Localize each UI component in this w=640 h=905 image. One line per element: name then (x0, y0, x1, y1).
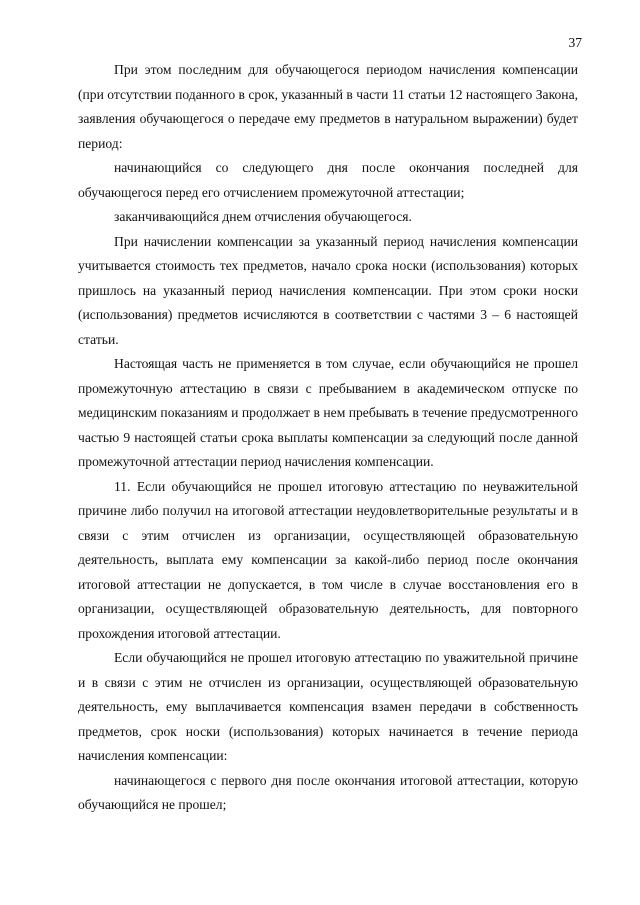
paragraph: начинающегося с первого дня после окончания итоговой аттестации, которую обучающийся не прошел; (78, 772, 578, 812)
paragraph: 11. Если обучающийся не прошел итоговую аттестацию по неуважительной причине либо получил на итоговой аттестации неудовлетворительные результаты и в связи с этим отчислен из организации, осуществляющей образовательную деятельность, выплата ему компенсации за какой-либо период после окончания итоговой аттестации не допускается, в том числе в случае восстановления его в организации, осуществляющей образовательную деятельность, для повторного прохождения итоговой аттестации. (78, 478, 578, 641)
paragraph: Если обучающийся не прошел итоговую аттестацию по уважительной причине и в связи с этим не отчислен из организации, осуществляющей образовательную деятельность, ему выплачивается компенсация взамен передачи в собственность предметов, срок носки (использования) которых начинается в течение периода начисления компенсации: (78, 650, 578, 763)
document-body (78, 58, 578, 818)
paragraph: При этом последним для обучающегося периодом начисления компенсации (при отсутствии поданного в срок, указанный в части 11 статьи 12 настоящего Закона, заявления обучающегося о передаче ему предметов в натуральном выражении) будет период: (78, 62, 578, 151)
page-number: 37 (568, 35, 582, 50)
paragraph: начинающийся со следующего дня после окончания последней для обучающегося перед его отчислением промежуточной аттестации; (78, 160, 578, 200)
paragraph: При начислении компенсации за указанный период начисления компенсации учитывается стоимость тех предметов, начало срока носки (использования) которых пришлось на указанный период начисления компенсации. При этом сроки носки (использования) предметов исчисляются в соответствии с частями 3 – 6 настоящей статьи. (78, 233, 578, 347)
paragraph: Настоящая часть не применяется в том случае, если обучающийся не прошел промежуточную аттестацию в связи с пребыванием в академическом отпуске по медицинским показаниям и продолжает в нем пребывать в течение предусмотренного частью 9 настоящей статьи срока выплаты компенсации за следующий после данной промежуточной аттестации период начисления компенсации. (78, 356, 578, 469)
paragraph: заканчивающийся днем отчисления обучающегося. (114, 209, 412, 224)
